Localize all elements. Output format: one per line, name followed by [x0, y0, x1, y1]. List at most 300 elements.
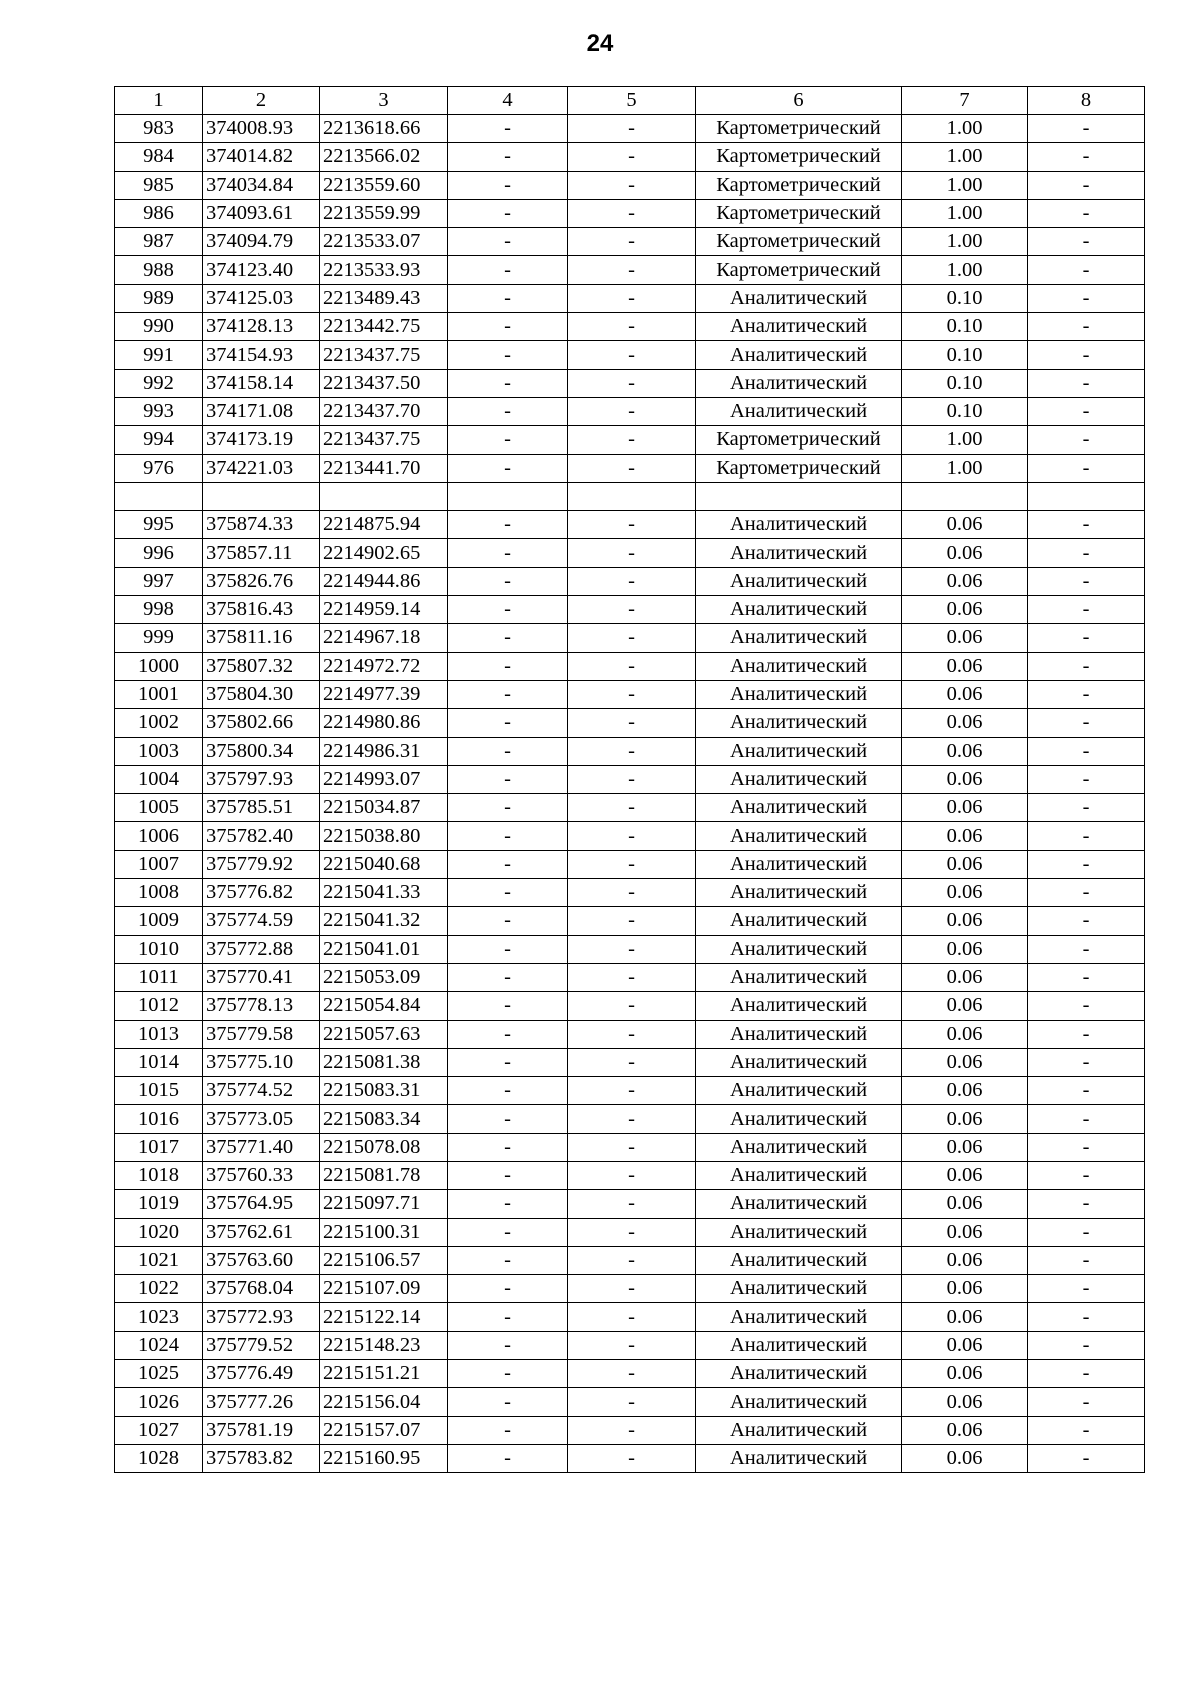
table-cell-col-3: 2213441.70 [320, 454, 448, 482]
table-cell-col-7: 0.10 [902, 369, 1028, 397]
table-cell-col-4: - [448, 794, 568, 822]
table-cell-col-1: 1001 [115, 680, 203, 708]
table-cell-col-5: - [568, 822, 696, 850]
table-cell-col-2: 375797.93 [203, 765, 320, 793]
table-cell-col-3: 2215100.31 [320, 1218, 448, 1246]
table-cell-col-2: 375772.93 [203, 1303, 320, 1331]
table-cell-col-8: - [1028, 171, 1145, 199]
table-cell-col-6: Картометрический [696, 115, 902, 143]
table-row [115, 1246, 1145, 1274]
table-cell-col-8: - [1028, 284, 1145, 312]
table-cell-col-7: 0.06 [902, 709, 1028, 737]
table-cell-col-1: 1000 [115, 652, 203, 680]
table-cell-col-6: Аналитический [696, 1133, 902, 1161]
table-cell-col-2: 375774.59 [203, 907, 320, 935]
table-cell-col-7: 0.06 [902, 652, 1028, 680]
table-cell-col-1: 990 [115, 313, 203, 341]
table-cell-col-6: Аналитический [696, 992, 902, 1020]
table-cell-col-4: - [448, 143, 568, 171]
table-cell-col-2: 375779.92 [203, 850, 320, 878]
table-cell-col-4: - [448, 879, 568, 907]
table-cell-col-7: 0.06 [902, 511, 1028, 539]
table-cell-col-5: - [568, 171, 696, 199]
table-cell-col-3: 2215038.80 [320, 822, 448, 850]
table-cell-col-1: 1015 [115, 1077, 203, 1105]
table-cell-col-6 [696, 482, 902, 510]
table-cell-col-5: - [568, 963, 696, 991]
table-cell-col-2: 374158.14 [203, 369, 320, 397]
table-cell-col-7: 0.10 [902, 341, 1028, 369]
table-cell-col-6: Аналитический [696, 935, 902, 963]
table-cell-col-1: 983 [115, 115, 203, 143]
table-cell-col-6: Аналитический [696, 1048, 902, 1076]
table-cell-col-1: 993 [115, 397, 203, 425]
table-cell-col-3: 2213618.66 [320, 115, 448, 143]
table-cell-col-5: - [568, 794, 696, 822]
table-cell-col-2: 374221.03 [203, 454, 320, 482]
table-cell-col-6: Аналитический [696, 567, 902, 595]
table-cell-col-7: 1.00 [902, 228, 1028, 256]
table-cell-col-7: 0.06 [902, 963, 1028, 991]
table-cell-col-3: 2215151.21 [320, 1360, 448, 1388]
table-cell-col-6: Аналитический [696, 511, 902, 539]
table-cell-col-4: - [448, 963, 568, 991]
table-cell-col-3: 2214959.14 [320, 596, 448, 624]
table-cell-col-5: - [568, 1360, 696, 1388]
table-cell-col-7: 1.00 [902, 171, 1028, 199]
table-cell-col-4: - [448, 284, 568, 312]
table-cell-col-2: 375776.49 [203, 1360, 320, 1388]
table-cell-col-6: Аналитический [696, 1360, 902, 1388]
table-cell-col-5: - [568, 567, 696, 595]
table-row [115, 1303, 1145, 1331]
table-cell-col-8: - [1028, 1246, 1145, 1274]
table-row [115, 1048, 1145, 1076]
table-cell-col-4: - [448, 1416, 568, 1444]
table-cell-col-6: Аналитический [696, 850, 902, 878]
table-cell-col-6: Аналитический [696, 596, 902, 624]
table-cell-col-4: - [448, 935, 568, 963]
table-row [115, 567, 1145, 595]
table-cell-col-6: Аналитический [696, 1275, 902, 1303]
table-cell-col-3: 2215156.04 [320, 1388, 448, 1416]
table-cell-col-6: Картометрический [696, 426, 902, 454]
table-cell-col-1: 986 [115, 199, 203, 227]
table-cell-col-1: 987 [115, 228, 203, 256]
table-cell-col-5: - [568, 369, 696, 397]
table-cell-col-6: Аналитический [696, 1388, 902, 1416]
table-cell-col-4: - [448, 652, 568, 680]
table-cell-col-7: 1.00 [902, 143, 1028, 171]
table-cell-col-3: 2215122.14 [320, 1303, 448, 1331]
table-cell-col-2: 375772.88 [203, 935, 320, 963]
table-cell-col-1: 994 [115, 426, 203, 454]
table-cell-col-8: - [1028, 313, 1145, 341]
table-cell-col-7 [902, 482, 1028, 510]
table-cell-col-5: - [568, 115, 696, 143]
table-cell-col-2: 374154.93 [203, 341, 320, 369]
table-cell-col-7: 0.06 [902, 1388, 1028, 1416]
table-cell-col-8: - [1028, 850, 1145, 878]
column-header-2: 2 [203, 87, 320, 115]
table-row [115, 1161, 1145, 1189]
table-cell-col-1: 1002 [115, 709, 203, 737]
table-cell-col-3: 2214993.07 [320, 765, 448, 793]
table-cell-col-5: - [568, 1331, 696, 1359]
table-cell-col-8: - [1028, 907, 1145, 935]
table-cell-col-1 [115, 482, 203, 510]
table-row [115, 765, 1145, 793]
table-cell-col-1: 1006 [115, 822, 203, 850]
table-row [115, 482, 1145, 510]
table-cell-col-5: - [568, 709, 696, 737]
table-cell-col-8: - [1028, 963, 1145, 991]
table-cell-col-7: 1.00 [902, 199, 1028, 227]
table-cell-col-5: - [568, 624, 696, 652]
table-cell-col-5: - [568, 1444, 696, 1472]
table-cell-col-1: 995 [115, 511, 203, 539]
table-cell-col-5: - [568, 1020, 696, 1048]
table-header [115, 87, 1145, 115]
table-cell-col-7: 0.10 [902, 284, 1028, 312]
table-cell-col-8: - [1028, 1275, 1145, 1303]
table-cell-col-3: 2215040.68 [320, 850, 448, 878]
table-cell-col-2: 374034.84 [203, 171, 320, 199]
column-header-6: 6 [696, 87, 902, 115]
table-row [115, 256, 1145, 284]
column-header-4: 4 [448, 87, 568, 115]
table-cell-col-4: - [448, 256, 568, 284]
table-cell-col-8: - [1028, 822, 1145, 850]
table-cell-col-8 [1028, 482, 1145, 510]
table-cell-col-1: 1013 [115, 1020, 203, 1048]
table-cell-col-8: - [1028, 567, 1145, 595]
table-cell-col-8: - [1028, 1303, 1145, 1331]
table-cell-col-8: - [1028, 1444, 1145, 1472]
table-cell-col-2: 374125.03 [203, 284, 320, 312]
table-cell-col-5: - [568, 284, 696, 312]
table-cell-col-5: - [568, 935, 696, 963]
table-cell-col-7: 0.06 [902, 1275, 1028, 1303]
table-cell-col-4: - [448, 765, 568, 793]
column-header-1: 1 [115, 87, 203, 115]
table-cell-col-4: - [448, 1020, 568, 1048]
table-cell-col-8: - [1028, 1161, 1145, 1189]
table-cell-col-6: Аналитический [696, 1331, 902, 1359]
table-cell-col-8: - [1028, 1190, 1145, 1218]
table-cell-col-7: 0.06 [902, 850, 1028, 878]
table-cell-col-2: 375781.19 [203, 1416, 320, 1444]
table-cell-col-5: - [568, 992, 696, 1020]
table-cell-col-2: 375783.82 [203, 1444, 320, 1472]
table-cell-col-1: 1012 [115, 992, 203, 1020]
table-cell-col-3: 2213437.75 [320, 426, 448, 454]
table-cell-col-3: 2213489.43 [320, 284, 448, 312]
table-cell-col-5: - [568, 539, 696, 567]
table-cell-col-8: - [1028, 369, 1145, 397]
table-cell-col-3: 2214980.86 [320, 709, 448, 737]
table-cell-col-8: - [1028, 199, 1145, 227]
table-cell-col-6: Аналитический [696, 765, 902, 793]
column-header-8: 8 [1028, 87, 1145, 115]
table-cell-col-8: - [1028, 1020, 1145, 1048]
table-row [115, 992, 1145, 1020]
table-cell-col-1: 1028 [115, 1444, 203, 1472]
page-number: 24 [586, 30, 614, 57]
table-cell-col-6: Аналитический [696, 1444, 902, 1472]
table-cell-col-6: Аналитический [696, 879, 902, 907]
table-cell-col-7: 0.06 [902, 567, 1028, 595]
table-cell-col-8: - [1028, 1077, 1145, 1105]
table-cell-col-2: 375764.95 [203, 1190, 320, 1218]
table-cell-col-2: 375771.40 [203, 1133, 320, 1161]
table-cell-col-8: - [1028, 680, 1145, 708]
table-cell-col-4: - [448, 228, 568, 256]
table-cell-col-5: - [568, 1077, 696, 1105]
table-cell-col-1: 1008 [115, 879, 203, 907]
table-cell-col-8: - [1028, 397, 1145, 425]
table-cell-col-5: - [568, 1275, 696, 1303]
table-cell-col-4: - [448, 1077, 568, 1105]
table-cell-col-7: 0.06 [902, 935, 1028, 963]
table-cell-col-7: 0.06 [902, 680, 1028, 708]
table-cell-col-6: Аналитический [696, 652, 902, 680]
table-cell-col-4: - [448, 822, 568, 850]
table-cell-col-4: - [448, 397, 568, 425]
table-cell-col-1: 1009 [115, 907, 203, 935]
table-row [115, 822, 1145, 850]
table-cell-col-6: Аналитический [696, 624, 902, 652]
table-row [115, 850, 1145, 878]
table-row [115, 284, 1145, 312]
table-cell-col-1: 1014 [115, 1048, 203, 1076]
table-row [115, 1077, 1145, 1105]
table-cell-col-4: - [448, 511, 568, 539]
table-cell-col-2: 374014.82 [203, 143, 320, 171]
table-cell-col-2: 375826.76 [203, 567, 320, 595]
table-cell-col-3: 2214972.72 [320, 652, 448, 680]
table-cell-col-4: - [448, 454, 568, 482]
table-cell-col-1: 1023 [115, 1303, 203, 1331]
table-cell-col-8: - [1028, 709, 1145, 737]
table-cell-col-6: Аналитический [696, 1416, 902, 1444]
table-row [115, 511, 1145, 539]
table-cell-col-5: - [568, 228, 696, 256]
table-cell-col-2: 374093.61 [203, 199, 320, 227]
table-cell-col-1: 1022 [115, 1275, 203, 1303]
table-cell-col-1: 1020 [115, 1218, 203, 1246]
table-cell-col-2: 375802.66 [203, 709, 320, 737]
table-cell-col-2: 374094.79 [203, 228, 320, 256]
table-cell-col-7: 0.06 [902, 1048, 1028, 1076]
table-cell-col-3: 2215148.23 [320, 1331, 448, 1359]
table-cell-col-4: - [448, 1331, 568, 1359]
table-cell-col-3: 2213566.02 [320, 143, 448, 171]
table-cell-col-5: - [568, 1416, 696, 1444]
column-header-7: 7 [902, 87, 1028, 115]
table-cell-col-7: 0.06 [902, 765, 1028, 793]
table-cell-col-5: - [568, 341, 696, 369]
table-cell-col-6: Аналитический [696, 1303, 902, 1331]
table-cell-col-3: 2213437.50 [320, 369, 448, 397]
table-cell-col-3: 2214977.39 [320, 680, 448, 708]
table-cell-col-1: 1010 [115, 935, 203, 963]
table-cell-col-7: 0.06 [902, 794, 1028, 822]
table-cell-col-4: - [448, 171, 568, 199]
table-cell-col-6: Аналитический [696, 794, 902, 822]
table-cell-col-7: 0.06 [902, 1020, 1028, 1048]
table-cell-col-6: Аналитический [696, 1020, 902, 1048]
table-cell-col-6: Аналитический [696, 1105, 902, 1133]
table-cell-col-7: 0.06 [902, 596, 1028, 624]
table-cell-col-1: 1019 [115, 1190, 203, 1218]
table-cell-col-1: 1016 [115, 1105, 203, 1133]
table-cell-col-2: 375760.33 [203, 1161, 320, 1189]
table-cell-col-5: - [568, 426, 696, 454]
table-cell-col-7: 0.06 [902, 737, 1028, 765]
table-cell-col-5: - [568, 313, 696, 341]
table-cell-col-3: 2213437.70 [320, 397, 448, 425]
table-cell-col-1: 992 [115, 369, 203, 397]
table-cell-col-3: 2215157.07 [320, 1416, 448, 1444]
table-cell-col-4: - [448, 115, 568, 143]
table-cell-col-3: 2215081.78 [320, 1161, 448, 1189]
table-cell-col-7: 0.06 [902, 1161, 1028, 1189]
table-cell-col-8: - [1028, 765, 1145, 793]
table-cell-col-7: 0.06 [902, 822, 1028, 850]
table-cell-col-4: - [448, 680, 568, 708]
table-cell-col-1: 999 [115, 624, 203, 652]
table-cell-col-3: 2213559.99 [320, 199, 448, 227]
table-cell-col-7: 0.06 [902, 1133, 1028, 1161]
table-cell-col-7: 0.06 [902, 624, 1028, 652]
table-cell-col-8: - [1028, 143, 1145, 171]
table-cell-col-3: 2214875.94 [320, 511, 448, 539]
table-cell-col-4: - [448, 1161, 568, 1189]
table-cell-col-3: 2213533.93 [320, 256, 448, 284]
table-row [115, 171, 1145, 199]
table-cell-col-1: 1025 [115, 1360, 203, 1388]
table-cell-col-8: - [1028, 794, 1145, 822]
table-cell-col-1: 1026 [115, 1388, 203, 1416]
table-cell-col-6: Аналитический [696, 284, 902, 312]
table-cell-col-5: - [568, 1161, 696, 1189]
table-cell-col-6: Аналитический [696, 539, 902, 567]
table-cell-col-5: - [568, 199, 696, 227]
table-row [115, 115, 1145, 143]
coordinates-table [114, 86, 1145, 1473]
table-cell-col-2: 375816.43 [203, 596, 320, 624]
table-cell-col-7: 0.06 [902, 1190, 1028, 1218]
table-cell-col-3: 2215041.33 [320, 879, 448, 907]
table-row [115, 1275, 1145, 1303]
table-row [115, 1444, 1145, 1472]
table-cell-col-6: Аналитический [696, 907, 902, 935]
table-cell-col-8: - [1028, 1105, 1145, 1133]
table-cell-col-6: Аналитический [696, 737, 902, 765]
table-cell-col-4: - [448, 1360, 568, 1388]
table-cell-col-3: 2214967.18 [320, 624, 448, 652]
table-cell-col-4: - [448, 709, 568, 737]
table-cell-col-6: Аналитический [696, 1218, 902, 1246]
table-cell-col-8: - [1028, 1218, 1145, 1246]
table-row [115, 1190, 1145, 1218]
table-cell-col-5: - [568, 907, 696, 935]
table-cell-col-6: Аналитический [696, 341, 902, 369]
table-cell-col-6: Аналитический [696, 1161, 902, 1189]
table-cell-col-8: - [1028, 1048, 1145, 1076]
table-cell-col-2: 374173.19 [203, 426, 320, 454]
table-row [115, 1416, 1145, 1444]
table-cell-col-5: - [568, 397, 696, 425]
table-cell-col-4: - [448, 596, 568, 624]
table-row [115, 596, 1145, 624]
table-cell-col-3: 2213559.60 [320, 171, 448, 199]
table-cell-col-8: - [1028, 341, 1145, 369]
table-cell-col-7: 0.06 [902, 1303, 1028, 1331]
table-cell-col-2: 375779.58 [203, 1020, 320, 1048]
table-cell-col-8: - [1028, 935, 1145, 963]
table-cell-col-5: - [568, 1303, 696, 1331]
table-cell-col-3: 2214986.31 [320, 737, 448, 765]
table-cell-col-2: 375811.16 [203, 624, 320, 652]
table-cell-col-1: 996 [115, 539, 203, 567]
table-cell-col-8: - [1028, 115, 1145, 143]
table-cell-col-2: 374171.08 [203, 397, 320, 425]
table-cell-col-4 [448, 482, 568, 510]
table-cell-col-4: - [448, 1388, 568, 1416]
table-cell-col-3: 2215106.57 [320, 1246, 448, 1274]
table-cell-col-7: 0.06 [902, 879, 1028, 907]
table-cell-col-4: - [448, 1105, 568, 1133]
table-cell-col-6: Картометрический [696, 199, 902, 227]
column-header-3: 3 [320, 87, 448, 115]
table-row [115, 1218, 1145, 1246]
table-cell-col-7: 1.00 [902, 256, 1028, 284]
table-cell-col-5: - [568, 1190, 696, 1218]
table-cell-col-6: Картометрический [696, 143, 902, 171]
table-cell-col-3: 2215160.95 [320, 1444, 448, 1472]
table-cell-col-6: Картометрический [696, 171, 902, 199]
table-cell-col-2: 375774.52 [203, 1077, 320, 1105]
table-cell-col-4: - [448, 624, 568, 652]
table-row [115, 454, 1145, 482]
table-cell-col-7: 0.06 [902, 1444, 1028, 1472]
table-cell-col-3: 2215083.31 [320, 1077, 448, 1105]
table-cell-col-2: 375874.33 [203, 511, 320, 539]
table-cell-col-5: - [568, 737, 696, 765]
table-cell-col-8: - [1028, 1416, 1145, 1444]
table-row [115, 369, 1145, 397]
table-row [115, 539, 1145, 567]
table-cell-col-4: - [448, 369, 568, 397]
table-cell-col-4: - [448, 992, 568, 1020]
table-row [115, 341, 1145, 369]
table-row [115, 313, 1145, 341]
table-cell-col-1: 1024 [115, 1331, 203, 1359]
table-row [115, 1360, 1145, 1388]
table-cell-col-5: - [568, 652, 696, 680]
table-cell-col-1: 985 [115, 171, 203, 199]
table-cell-col-2: 375778.13 [203, 992, 320, 1020]
table-cell-col-3: 2215107.09 [320, 1275, 448, 1303]
table-cell-col-7: 0.06 [902, 1416, 1028, 1444]
table-cell-col-4: - [448, 850, 568, 878]
table-row [115, 1105, 1145, 1133]
table-cell-col-4: - [448, 907, 568, 935]
table-cell-col-6: Аналитический [696, 709, 902, 737]
table-cell-col-1: 998 [115, 596, 203, 624]
